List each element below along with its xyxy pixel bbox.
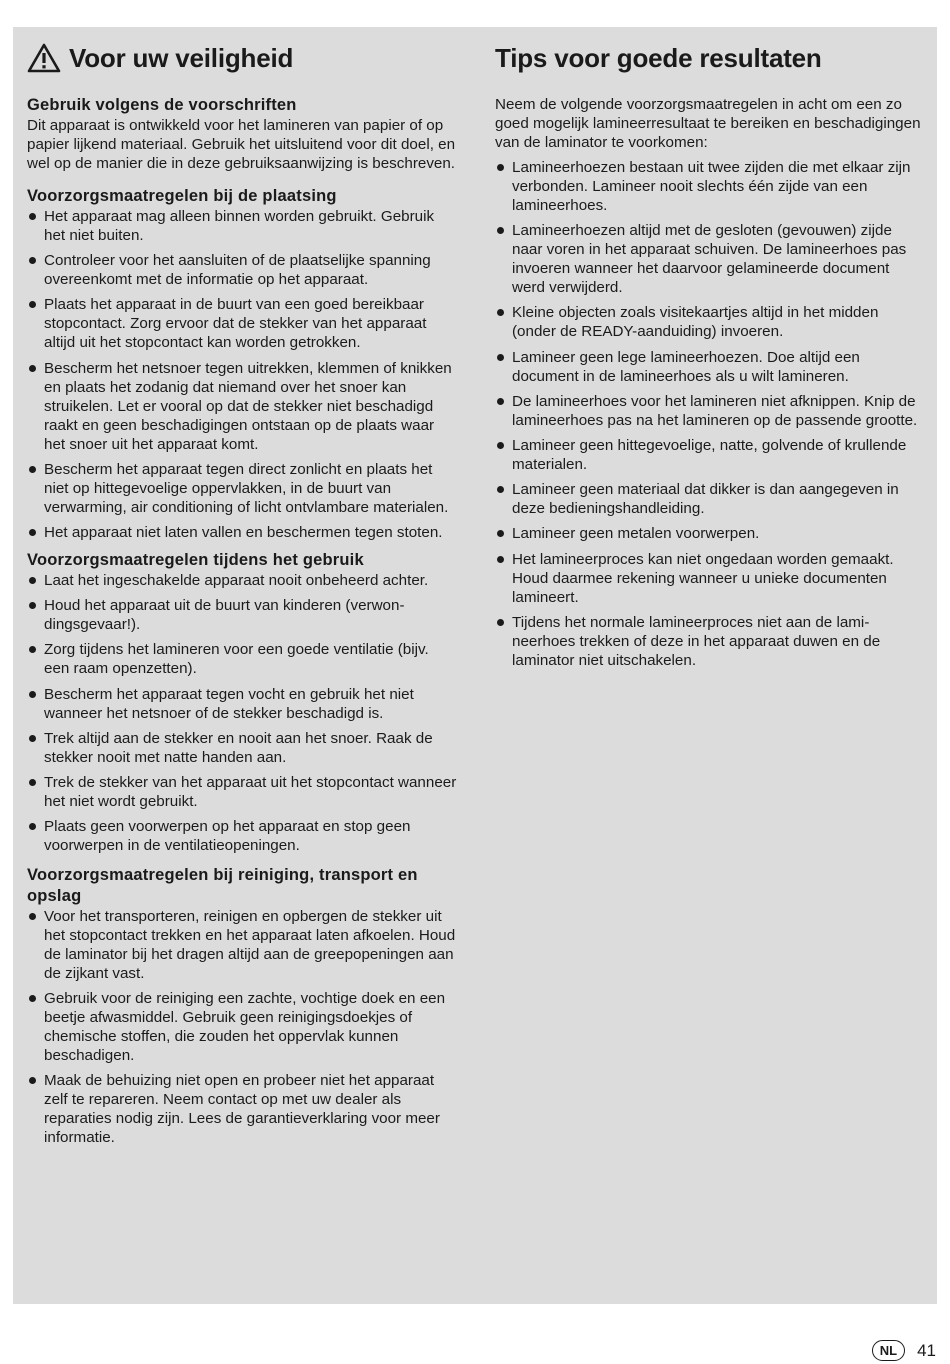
list-item: Voor het transporteren, reinigen en opbergen de stekker uit het stopcontact trekken en het apparaat laten afkoelen. Houd de laminator bij het dragen altijd aan de greepopeningen aan de zijkant vast. [27, 907, 457, 983]
list-item: Trek de stekker van het apparaat uit het stopcontact wanneer het niet wordt gebruikt. [27, 773, 457, 811]
tips-title-text: Tips voor goede resultaten [495, 43, 822, 73]
list-item: Lamineerhoezen bestaan uit twee zijden die met elkaar zijn verbonden. Lamineer nooit slechts één zijde van een lamineerhoes. [495, 158, 923, 215]
list-item: De lamineerhoes voor het lamineren niet afknippen. Knip de lamineerhoes pas na het lamineren op de passende grootte. [495, 392, 923, 430]
safety-title-text: Voor uw veiligheid [69, 43, 294, 73]
section-placement [27, 186, 457, 542]
section-intended-use [27, 95, 457, 173]
bullet-list [27, 907, 457, 1147]
tips-column [495, 27, 923, 676]
list-item: Lamineer geen metalen voorwerpen. [495, 524, 923, 543]
section-heading: Gebruik volgens de voorschriften [27, 96, 297, 114]
list-item: Lamineer geen materiaal dat dikker is dan aangegeven in deze bedieningshandleiding. [495, 480, 923, 518]
list-item: Het lamineerproces kan niet ongedaan worden gemaakt. Houd daarmee rekening wanneer u unieke documenten lamineert. [495, 550, 923, 607]
list-item: Plaats geen voorwerpen op het apparaat en stop geen voorwerpen in de ventilatieopeningen. [27, 817, 457, 855]
section-heading: Voorzorgsmaatregelen tijdens het gebruik [27, 550, 364, 569]
list-item: Tijdens het normale lamineerproces niet aan de lamineerhoes trekken of deze in het apparaat duwen en de laminator niet uitschakelen. [495, 613, 923, 670]
list-item: Gebruik voor de reiniging een zachte, vochtige doek en een beetje afwasmiddel. Gebruik geen reinigingsdoekjes of chemische stoffen, die zouden het oppervlak kunnen beschadigen. [27, 989, 457, 1065]
section-heading: Voorzorgsmaatregelen bij reiniging, transport en opslag [27, 866, 418, 906]
list-item: Lamineerhoezen altijd met de gesloten (gevouwen) zijde naar voren in het apparaat schuiven. De lamineerhoes pas invoeren wanneer het daarvoor gelamineerde document werd verwijderd. [495, 221, 923, 297]
list-item: Trek altijd aan de stekker en nooit aan het snoer. Raak de stekker nooit met natte handen aan. [27, 729, 457, 767]
tips-intro: Neem de volgende voorzorgsmaatregelen in acht om een zo goed mogelijk lamineerresultaat te bereiken en beschadigingen van de laminator te voorkomen: [495, 96, 921, 151]
list-item: Het apparaat mag alleen binnen worden gebruikt. Gebruik het niet buiten. [27, 207, 457, 245]
list-item: Plaats het apparaat in de buurt van een goed bereikbaar stopcontact. Zorg ervoor dat de stekker van het apparaat altijd uit het stopcontact kan worden getrokken. [27, 295, 457, 352]
section-usage [27, 550, 457, 855]
page-number: 41 [917, 1340, 936, 1360]
list-item: Maak de behuizing niet open en probeer niet het apparaat zelf te repareren. Neem contact op met uw dealer als reparaties nodig zijn. Lees de garantieverklaring voor meer informatie. [27, 1071, 457, 1147]
page-footer [872, 1340, 936, 1361]
warning-icon [27, 43, 61, 73]
bullet-list [27, 207, 457, 542]
list-item: Zorg tijdens het lamineren voor een goede ventilatie (bijv. een raam openzetten). [27, 640, 457, 678]
safety-column [27, 27, 457, 1154]
list-item: Bescherm het apparaat tegen vocht en gebruik het niet wanneer het netsnoer of de stekker beschadigd is. [27, 685, 457, 723]
list-item: Controleer voor het aansluiten of de plaatselijke spanning overeenkomt met de informatie op het apparaat. [27, 251, 457, 289]
list-item: Lamineer geen lege lamineerhoezen. Doe altijd een document in de lamineerhoes als u wilt lamineren. [495, 348, 923, 386]
list-item: Het apparaat niet laten vallen en beschermen tegen stoten. [27, 523, 457, 542]
bullet-list [27, 571, 457, 855]
section-heading: Voorzorgsmaatregelen bij de plaatsing [27, 187, 337, 205]
list-item: Kleine objecten zoals visitekaartjes altijd in het midden (onder de READY-aanduiding) invoeren. [495, 303, 923, 341]
section-cleaning [27, 865, 457, 1147]
list-item: Bescherm het netsnoer tegen uitrekken, klemmen of knikken en plaats het zodanig dat niemand over het snoer kan struikelen. Let er vooral op dat de stekker niet beschadigd raakt en geen beschadigingen ontstaan op de plaats waar het snoer uit het apparaat komt. [27, 359, 457, 454]
tips-list [495, 158, 923, 670]
list-item: Bescherm het apparaat tegen direct zonlicht en plaats het niet op hittegevoelige oppervlakken, in de buurt van verwarming, air conditioning of licht ontvlambare materialen. [27, 460, 457, 517]
content-panel [13, 27, 937, 1304]
list-item: Houd het apparaat uit de buurt van kinderen (verwondingsgevaar!). [27, 596, 457, 634]
section-text: Dit apparaat is ontwikkeld voor het lamineren van papier of op papier lijkend materiaal. Gebruik het uitsluitend voor dit doel, en wel op de manier die in deze gebruiksaanwijzing is beschreven. [27, 117, 456, 172]
list-item: Laat het ingeschakelde apparaat nooit onbeheerd achter. [27, 571, 457, 590]
tips-title [495, 41, 923, 75]
list-item: Lamineer geen hittegevoelige, natte, golvende of krullende materialen. [495, 436, 923, 474]
safety-title [27, 41, 457, 75]
language-badge: NL [872, 1340, 905, 1361]
